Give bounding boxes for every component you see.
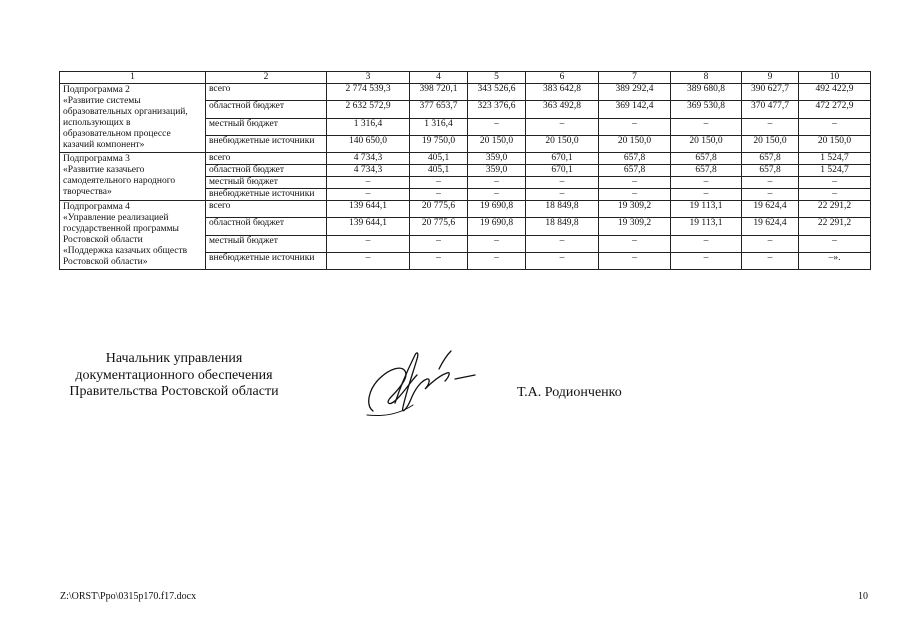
amount-cell: – (742, 252, 799, 269)
amount-cell: 657,8 (671, 153, 742, 165)
amount-cell: – (599, 118, 671, 135)
amount-cell: 657,8 (742, 153, 799, 165)
subprogram-title (60, 153, 206, 201)
amount-cell: – (799, 118, 871, 135)
column-number: 6 (526, 72, 599, 84)
amount-cell: – (742, 118, 799, 135)
amount-cell: 20 150,0 (468, 135, 526, 152)
signature-position-line: документационного обеспечения (75, 367, 273, 383)
amount-cell: 670,1 (526, 153, 599, 165)
amount-cell: – (599, 235, 671, 252)
subprogram-title-line: «Управление реализацией (63, 213, 169, 223)
funding-source-label: областной бюджет (206, 218, 327, 235)
amount-cell: 19 309,2 (599, 218, 671, 235)
amount-cell: 377 653,7 (410, 101, 468, 118)
amount-cell: 657,8 (599, 153, 671, 165)
amount-cell: – (599, 189, 671, 201)
amount-cell: 20 150,0 (671, 135, 742, 152)
amount-cell: – (671, 189, 742, 201)
subprogram-title-line: Подпрограмма 2 (63, 85, 130, 95)
amount-cell: 1 316,4 (327, 118, 410, 135)
table-row (60, 84, 871, 101)
amount-cell: 19 309,2 (599, 201, 671, 218)
amount-cell: – (468, 235, 526, 252)
amount-cell: – (468, 252, 526, 269)
column-number: 1 (60, 72, 206, 84)
page-number: 10 (858, 591, 868, 602)
amount-cell: – (671, 118, 742, 135)
amount-cell: 383 642,8 (526, 84, 599, 101)
amount-cell: – (599, 252, 671, 269)
funding-source-label: всего (206, 201, 327, 218)
signature-position-line: Правительства Ростовской области (69, 384, 279, 399)
amount-cell: 405,1 (410, 153, 468, 165)
funding-source-label: внебюджетные источники (206, 252, 327, 269)
table-row (60, 201, 871, 218)
amount-cell: 22 291,2 (799, 201, 871, 218)
subprogram-title-line: казачий компонент» (63, 140, 145, 150)
amount-cell: – (742, 189, 799, 201)
amount-cell: 405,1 (410, 165, 468, 177)
column-number: 9 (742, 72, 799, 84)
funding-source-label: внебюджетные источники (206, 135, 327, 152)
amount-cell: 323 376,6 (468, 101, 526, 118)
funding-source-label: внебюджетные источники (206, 189, 327, 201)
signatory-name: Т.А. Родионченко (517, 385, 622, 400)
amount-cell: 359,0 (468, 165, 526, 177)
budget-table (59, 71, 871, 270)
funding-source-label: местный бюджет (206, 235, 327, 252)
amount-cell: – (526, 189, 599, 201)
funding-source-label: местный бюджет (206, 118, 327, 135)
amount-cell: 19 113,1 (671, 201, 742, 218)
amount-cell: 19 750,0 (410, 135, 468, 152)
subprogram-title-line: творчества» (63, 187, 112, 197)
subprogram-title-line: Ростовской области» (63, 257, 148, 267)
amount-cell: 22 291,2 (799, 218, 871, 235)
amount-cell: 140 650,0 (327, 135, 410, 152)
amount-cell: 20 150,0 (742, 135, 799, 152)
amount-cell: 20 150,0 (799, 135, 871, 152)
column-number: 8 (671, 72, 742, 84)
funding-source-label: всего (206, 84, 327, 101)
amount-cell: 19 624,4 (742, 218, 799, 235)
amount-cell: 2 632 572,9 (327, 101, 410, 118)
amount-cell: – (671, 235, 742, 252)
amount-cell: 20 775,6 (410, 201, 468, 218)
subprogram-title (60, 201, 206, 270)
amount-cell: – (671, 177, 742, 189)
amount-cell: – (526, 177, 599, 189)
amount-cell: – (410, 177, 468, 189)
amount-cell: – (327, 252, 410, 269)
column-number: 4 (410, 72, 468, 84)
amount-cell: – (327, 177, 410, 189)
amount-cell: – (799, 177, 871, 189)
amount-cell: – (327, 235, 410, 252)
amount-cell: 1 524,7 (799, 153, 871, 165)
table-row (60, 153, 871, 165)
amount-cell: 389 292,4 (599, 84, 671, 101)
amount-cell: 20 150,0 (599, 135, 671, 152)
amount-cell: – (327, 189, 410, 201)
funding-source-label: областной бюджет (206, 165, 327, 177)
amount-cell: – (671, 252, 742, 269)
amount-cell: 1 316,4 (410, 118, 468, 135)
subprogram-title-line: использующих в (63, 118, 131, 128)
amount-cell: 398 720,1 (410, 84, 468, 101)
amount-cell: 657,8 (742, 165, 799, 177)
amount-cell: 657,8 (671, 165, 742, 177)
amount-cell: – (599, 177, 671, 189)
amount-cell: 4 734,3 (327, 153, 410, 165)
amount-cell: – (799, 235, 871, 252)
amount-cell: 4 734,3 (327, 165, 410, 177)
signature-position (60, 351, 288, 401)
subprogram-title-line: «Развитие системы (63, 96, 141, 106)
amount-cell: 19 690,8 (468, 218, 526, 235)
column-number: 5 (468, 72, 526, 84)
amount-cell: 1 524,7 (799, 165, 871, 177)
amount-cell: 19 113,1 (671, 218, 742, 235)
funding-source-label: областной бюджет (206, 101, 327, 118)
subprogram-title-line: «Поддержка казачьих обществ (63, 246, 188, 256)
subprogram-title-line: Подпрограмма 3 (63, 154, 130, 164)
amount-cell: 20 150,0 (526, 135, 599, 152)
amount-cell: 19 690,8 (468, 201, 526, 218)
amount-cell: 20 775,6 (410, 218, 468, 235)
amount-cell: 657,8 (599, 165, 671, 177)
amount-cell: 343 526,6 (468, 84, 526, 101)
amount-cell: 670,1 (526, 165, 599, 177)
amount-cell: 492 422,9 (799, 84, 871, 101)
subprogram-title-line: образовательных организаций, (63, 107, 188, 117)
amount-cell: – (410, 235, 468, 252)
column-number: 7 (599, 72, 671, 84)
subprogram-title-line: самодеятельного народного (63, 176, 176, 186)
footer-file-path: Z:\ORST\Ppo\0315p170.f17.docx (60, 591, 197, 602)
amount-cell: 18 849,8 (526, 201, 599, 218)
column-number: 3 (327, 72, 410, 84)
amount-cell: – (526, 235, 599, 252)
subprogram-title-line: «Развитие казачьего (63, 165, 145, 175)
amount-cell: 2 774 539,3 (327, 84, 410, 101)
amount-cell: 139 644,1 (327, 201, 410, 218)
amount-cell: – (410, 252, 468, 269)
amount-cell: 359,0 (468, 153, 526, 165)
amount-cell: – (410, 189, 468, 201)
subprogram-title-line: Подпрограмма 4 (63, 202, 130, 212)
subprogram-title-line: Ростовской области (63, 235, 143, 245)
amount-cell: – (799, 189, 871, 201)
amount-cell: – (526, 252, 599, 269)
amount-cell: 370 477,7 (742, 101, 799, 118)
amount-cell: 472 272,9 (799, 101, 871, 118)
table-header-row (60, 72, 871, 84)
amount-cell: – (742, 235, 799, 252)
amount-cell: 19 624,4 (742, 201, 799, 218)
amount-cell: 369 142,4 (599, 101, 671, 118)
funding-source-label: всего (206, 153, 327, 165)
amount-cell: 139 644,1 (327, 218, 410, 235)
amount-cell: 18 849,8 (526, 218, 599, 235)
subprogram-title-line: образовательном процессе (63, 129, 171, 139)
column-number: 2 (206, 72, 327, 84)
amount-cell: – (468, 189, 526, 201)
amount-cell: 363 492,8 (526, 101, 599, 118)
amount-cell: – (742, 177, 799, 189)
amount-cell: –». (799, 252, 871, 269)
amount-cell: – (468, 118, 526, 135)
column-number: 10 (799, 72, 871, 84)
signature-position-line: Начальник управления (105, 351, 243, 366)
handwritten-signature (355, 345, 485, 425)
amount-cell: 369 530,8 (671, 101, 742, 118)
amount-cell: 390 627,7 (742, 84, 799, 101)
amount-cell: – (526, 118, 599, 135)
subprogram-title (60, 84, 206, 153)
amount-cell: – (468, 177, 526, 189)
funding-source-label: местный бюджет (206, 177, 327, 189)
subprogram-title-line: государственной программы (63, 224, 179, 234)
amount-cell: 389 680,8 (671, 84, 742, 101)
